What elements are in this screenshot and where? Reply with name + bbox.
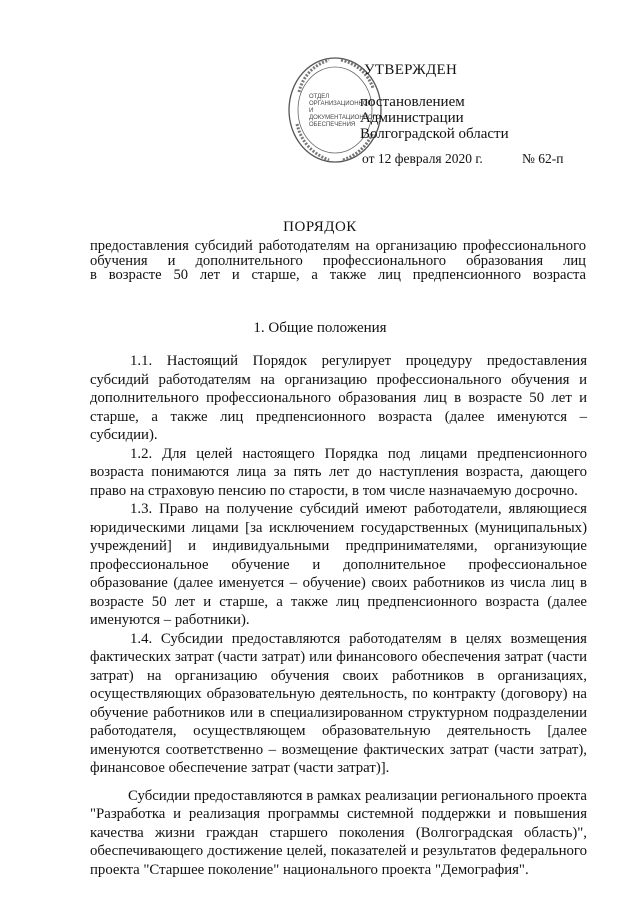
subtitle-line-3: в возрасте 50 лет и старше, а также лиц предпенсионного возраста bbox=[90, 267, 586, 283]
paragraph-1-2: 1.2. Для целей настоящего Порядка под лицами предпенсионного возраста понимаются лица за пять лет до наступления возраста, дающего право на страховую пенсию по старости, в том числе назначаемую досрочно. bbox=[90, 445, 587, 499]
paragraph-1-1: 1.1. Настоящий Порядок регулирует процедуру предоставления субсидий работодателям на организацию профессионального обучения и дополнительного профессионального образования лиц в возрасте 50 лет и старше, а также лиц предпенсионного возраста (далее именуются – субсидии). bbox=[90, 353, 587, 443]
paragraph-subsidies-project: Субсидии предоставляются в рамках реализации регионального проекта "Разработка и реализация программы системной поддержки и повышения качества жизни граждан старшего поколения (Волгоградская область)", обеспечивающего достижение целей, показателей и результатов федерального проекта "Старшее поколение" национального проекта "Демография". bbox=[90, 787, 587, 878]
document-subtitle bbox=[90, 239, 586, 283]
subtitle-line-2: обучения и дополнительного профессионального образования лиц bbox=[90, 252, 586, 269]
approval-heading: УТВЕРЖДЕН bbox=[364, 62, 458, 78]
approval-line-3: Волгоградской области bbox=[360, 126, 509, 142]
stamp-text: ОТДЕЛ ОРГАНИЗАЦИОННОГО И ДОКУМЕНТАЦИОННОГО ОБЕСПЕЧЕНИЯ bbox=[309, 94, 381, 128]
approval-line-2: Администрации bbox=[360, 110, 464, 126]
paragraph-1-3: 1.3. Право на получение субсидий имеют работодатели, являющиеся юридическими лицами [за исключением государственных (муниципальных) учреждений] и индивидуальными предпринимателями, организующие профессиональное обучение и дополнительное профессиональное образование (далее именуется – обучение) своих работников из числа лиц в возрасте 50 лет и старше, а также лиц предпенсионного возраста (далее именуются – работники). bbox=[90, 501, 587, 628]
decree-number: № 62-п bbox=[522, 151, 564, 166]
decree-reference bbox=[362, 151, 612, 167]
decree-date: от 12 февраля 2020 г. bbox=[362, 151, 483, 166]
paragraph-1-4: 1.4. Субсидии предоставляются работодателям в целях возмещения фактических затрат (части затрат) или финансового обеспечения затрат (части затрат) на организацию обучения своих работников в организациях, осуществляющих образовательную деятельность, по контракту (договору) на обучение работников или в специализированном структурном подразделении работодателя, осуществляющем образовательную деятельность [далее именуются соответственно – возмещение фактических затрат (части затрат), финансовое обеспечение затрат (части затрат)]. bbox=[90, 630, 587, 776]
approval-block bbox=[360, 62, 620, 142]
approval-line-1: постановлением bbox=[360, 94, 465, 110]
document-title: ПОРЯДОК bbox=[283, 219, 357, 235]
subtitle-line-1: предоставления субсидий работодателям на организацию профессионального bbox=[90, 238, 586, 254]
document-body bbox=[90, 352, 587, 879]
section-heading: 1. Общие положения bbox=[253, 320, 387, 336]
